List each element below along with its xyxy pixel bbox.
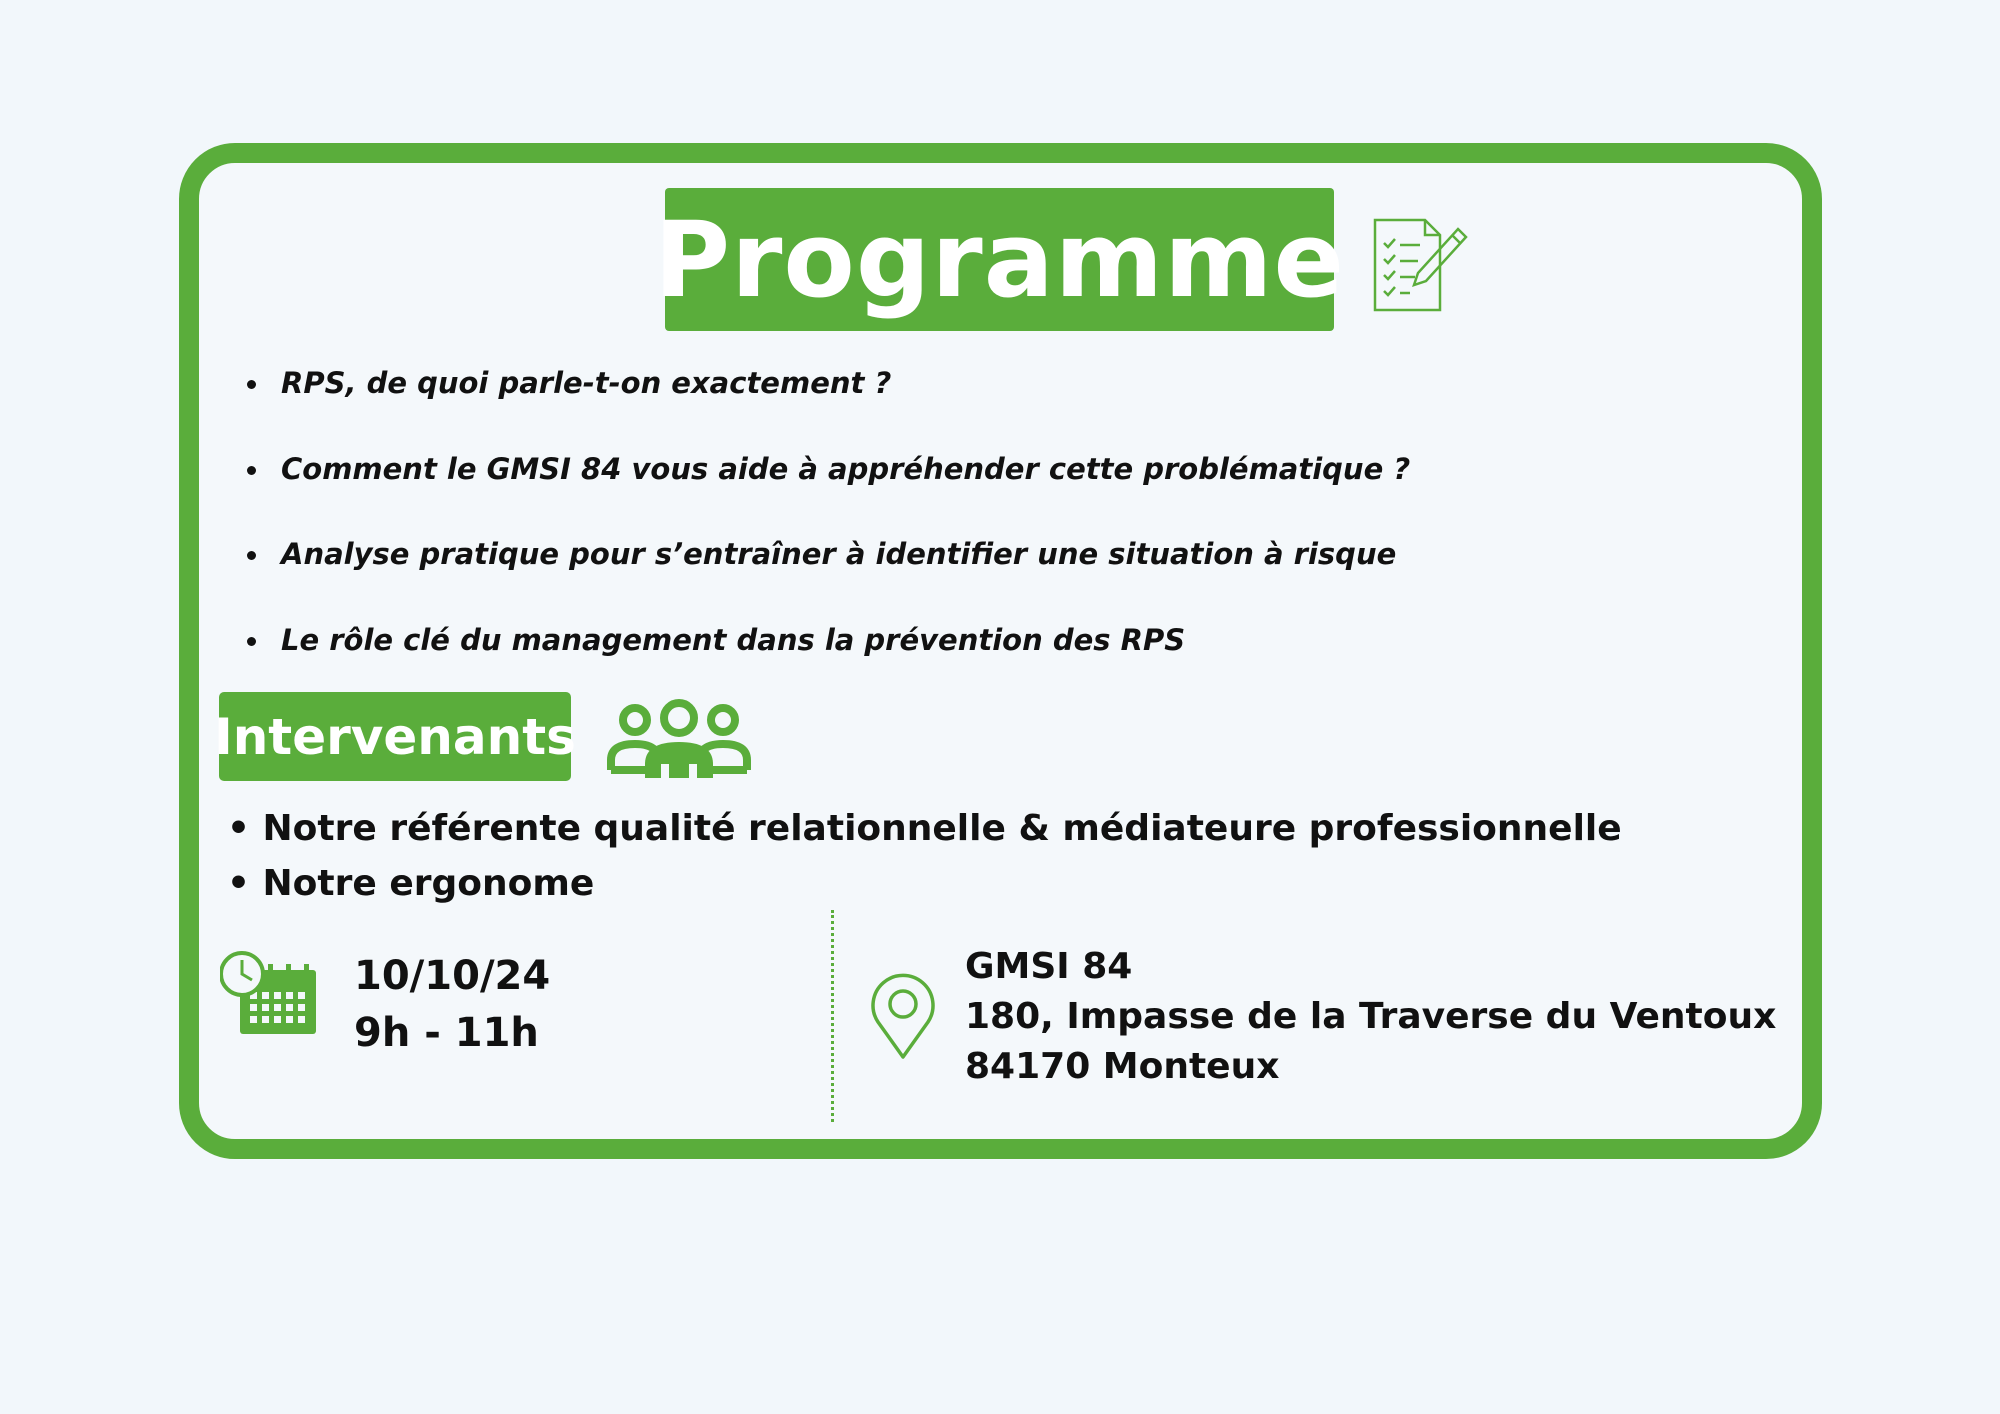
location-name: GMSI 84 — [965, 946, 1133, 987]
location-street: 180, Impasse de la Traverse du Ventoux — [965, 996, 1777, 1037]
speakers-heading: Intervenants — [214, 707, 576, 766]
program-item: Analyse pratique pour s’entraîner à identifier une situation à risque — [244, 531, 1410, 617]
calendar-clock-icon — [220, 950, 320, 1038]
location-city: 84170 Monteux — [965, 1046, 1280, 1087]
event-time: 9h - 11h — [354, 1010, 539, 1056]
program-item: Comment le GMSI 84 vous aide à appréhender cette problématique ? — [244, 446, 1410, 532]
program-item: RPS, de quoi parle-t-on exactement ? — [244, 360, 1410, 446]
speakers-banner — [214, 692, 576, 781]
program-item: Le rôle clé du management dans la prévention des RPS — [244, 617, 1410, 703]
page-title: Programme — [653, 198, 1346, 321]
dotted-divider — [831, 910, 834, 1122]
program-list — [244, 360, 1410, 702]
event-datetime — [354, 948, 550, 1062]
event-address — [965, 942, 1776, 1092]
title-banner — [653, 188, 1346, 331]
speaker-item: • Notre référente qualité relationnelle & médiateure professionnelle — [227, 808, 1622, 849]
event-date: 10/10/24 — [354, 953, 551, 999]
people-group-icon — [605, 698, 753, 778]
speakers-list — [227, 804, 1622, 914]
location-pin-icon — [868, 972, 938, 1062]
checklist-pencil-icon — [1370, 215, 1470, 315]
speaker-item: • Notre ergonome — [227, 863, 595, 904]
